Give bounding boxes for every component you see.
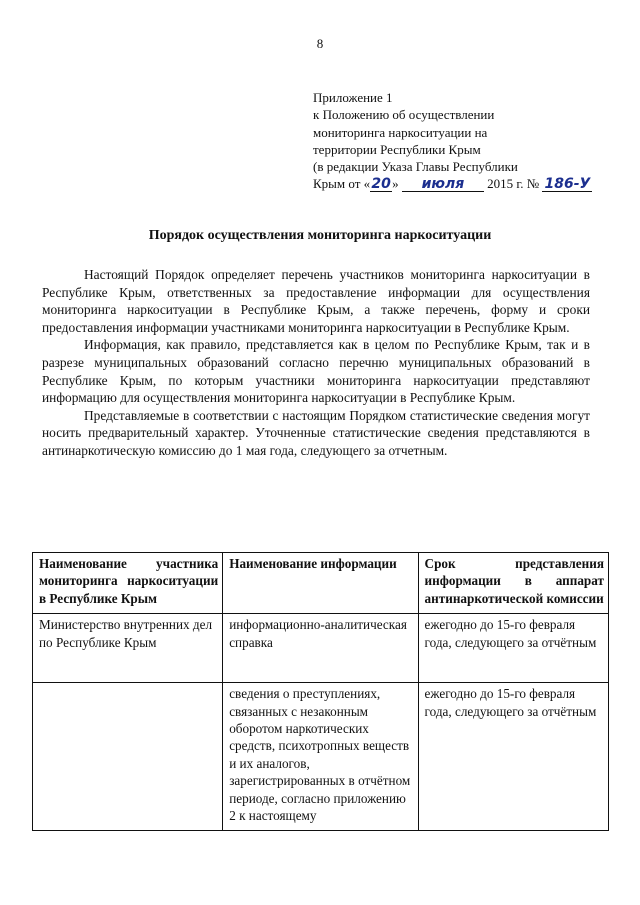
table-cell: Министерство внутренних дел по Республике Крым — [33, 614, 223, 683]
table-cell: сведения о преступлениях, связанных с незаконным оборотом наркотических средств, психотропных веществ и их аналогов, зарегистрированных в отчётном периоде, согласно приложению 2 к настоящему — [223, 683, 418, 831]
appendix-line: к Положению об осуществлении — [313, 107, 495, 123]
body-text — [42, 266, 590, 460]
table-row — [33, 683, 609, 831]
table-cell: информационно-аналитическая справка — [223, 614, 418, 683]
paragraph: Информация, как правило, представляется как в целом по Республике Крым, так и в разрезе муниципальных образований согласно перечню муниципальных образований в Республике Крым, по которым участники мониторинга наркоситуации представляют информацию для осуществления мониторинга наркоситуации в Республике Крым. — [42, 337, 590, 406]
appendix-line: Приложение 1 — [313, 90, 393, 105]
handwritten-number: 186-У — [542, 177, 592, 192]
table-cell — [33, 683, 223, 831]
page-number: 8 — [316, 36, 324, 51]
handwritten-month: июля — [402, 177, 484, 192]
table-header-information: Наименование информации — [223, 553, 418, 614]
document-title: Порядок осуществления мониторинга наркоситуации — [148, 228, 492, 243]
table-header-participant: Наименование участника мониторинга наркоситуации в Республике Крым — [33, 553, 223, 614]
table-cell: ежегодно до 15-го февраля года, следующего за отчётным — [418, 614, 608, 683]
year-text: 2015 г. № — [487, 176, 540, 192]
table-row — [33, 614, 609, 683]
appendix-header — [313, 89, 592, 193]
paragraph: Представляемые в соответствии с настоящим Порядком статистические сведения могут носить предварительный характер. Уточненные статистические сведения представляются в антинаркотическую комиссию до 1 мая года, следующего за отчетным. — [42, 407, 590, 458]
handwritten-day: 20 — [371, 176, 391, 193]
table-header-row — [33, 553, 609, 614]
paragraph: Настоящий Порядок определяет перечень участников мониторинга наркоситуации в Республике Крым, ответственных за предоставление информации для осуществления мониторинга наркоситуации в Республике Крым, а также перечень, форму и сроки предоставления информации участниками мониторинга наркоситуации в Республике Крым. — [42, 267, 590, 335]
appendix-date-line: Крым от «20» июля 2015 г. № 186-У — [313, 175, 592, 192]
date-prefix: Крым от « — [313, 176, 371, 192]
appendix-line: (в редакции Указа Главы Республики — [313, 159, 518, 175]
appendix-line: территории Республики Крым — [313, 141, 481, 157]
table-header-deadline: Срок представления информации в аппарат антинаркотической комиссии — [418, 553, 608, 614]
table-cell: ежегодно до 15-го февраля года, следующего за отчётным — [418, 683, 608, 831]
reporting-table — [32, 552, 609, 831]
appendix-line: мониторинга наркоситуации на — [313, 124, 488, 140]
